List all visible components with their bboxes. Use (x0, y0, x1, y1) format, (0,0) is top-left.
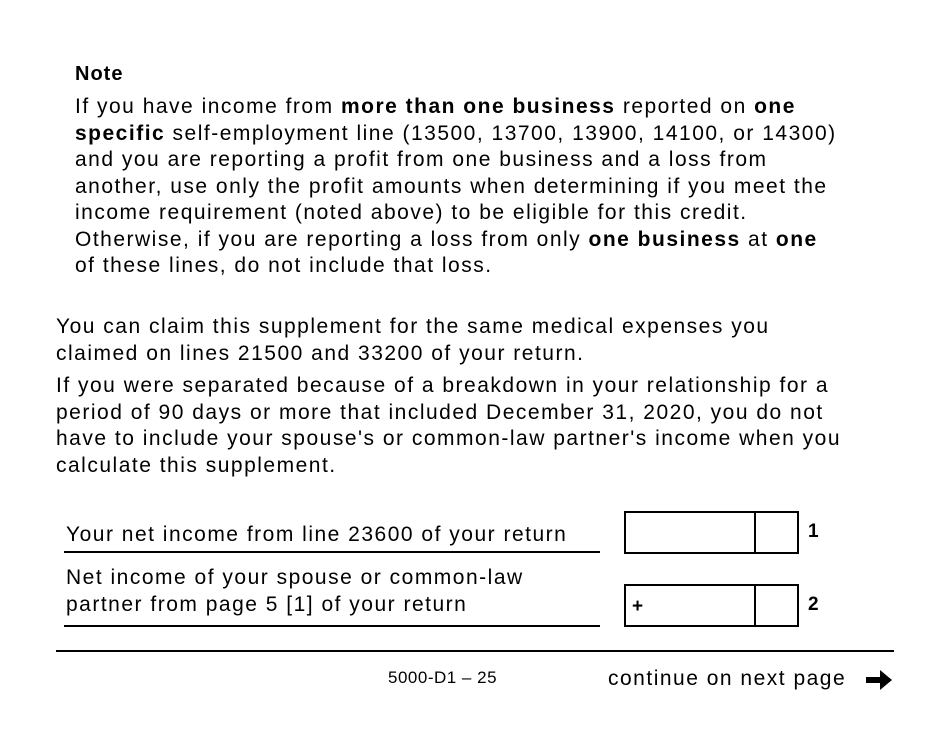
separation-paragraph: If you were separated because of a breakdown in your relationship for a period of 90 days or more that included December 31, 2020, you do not have to include your spouse's or common-law partner's income when you calculate this supplement. (56, 374, 842, 477)
note-line: specific self-employment line (13500, 13700, 13900, 14100, or 14300) (75, 121, 837, 145)
plus-sign: + (632, 596, 644, 617)
note-line: If you have income from more than one business reported on one (75, 95, 796, 118)
note-body (75, 94, 905, 280)
line-1-number: 1 (808, 521, 819, 542)
line-1-label: Your net income from line 23600 of your return (64, 522, 600, 553)
continue-text: continue on next page (608, 667, 847, 690)
note-line: of these lines, do not include that loss. (75, 254, 493, 277)
supplement-paragraph: You can claim this supplement for the same medical expenses you claimed on lines 21500 and 33200 of your return. (56, 315, 770, 365)
page-number: 5000-D1 – 25 (388, 668, 498, 687)
note-line: and you are reporting a profit from one business and a loss from (75, 148, 768, 171)
line-2-amount-field[interactable] (624, 584, 799, 627)
note-line: another, use only the profit amounts when determining if you meet the (75, 174, 828, 198)
arrow-right-icon (864, 667, 894, 693)
line-2-label: Net income of your spouse or common-law partner from page 5 [1] of your return (64, 565, 600, 627)
line-2-number: 2 (808, 594, 819, 615)
note-line: Otherwise, if you are reporting a loss from only one business at one (75, 227, 818, 251)
footer-rule (56, 650, 894, 652)
line-1-amount-field[interactable] (624, 511, 799, 554)
note-heading: Note (75, 63, 124, 85)
cents-divider (754, 586, 756, 625)
cents-divider (754, 513, 756, 552)
note-line: income requirement (noted above) to be eligible for this credit. (75, 201, 748, 224)
